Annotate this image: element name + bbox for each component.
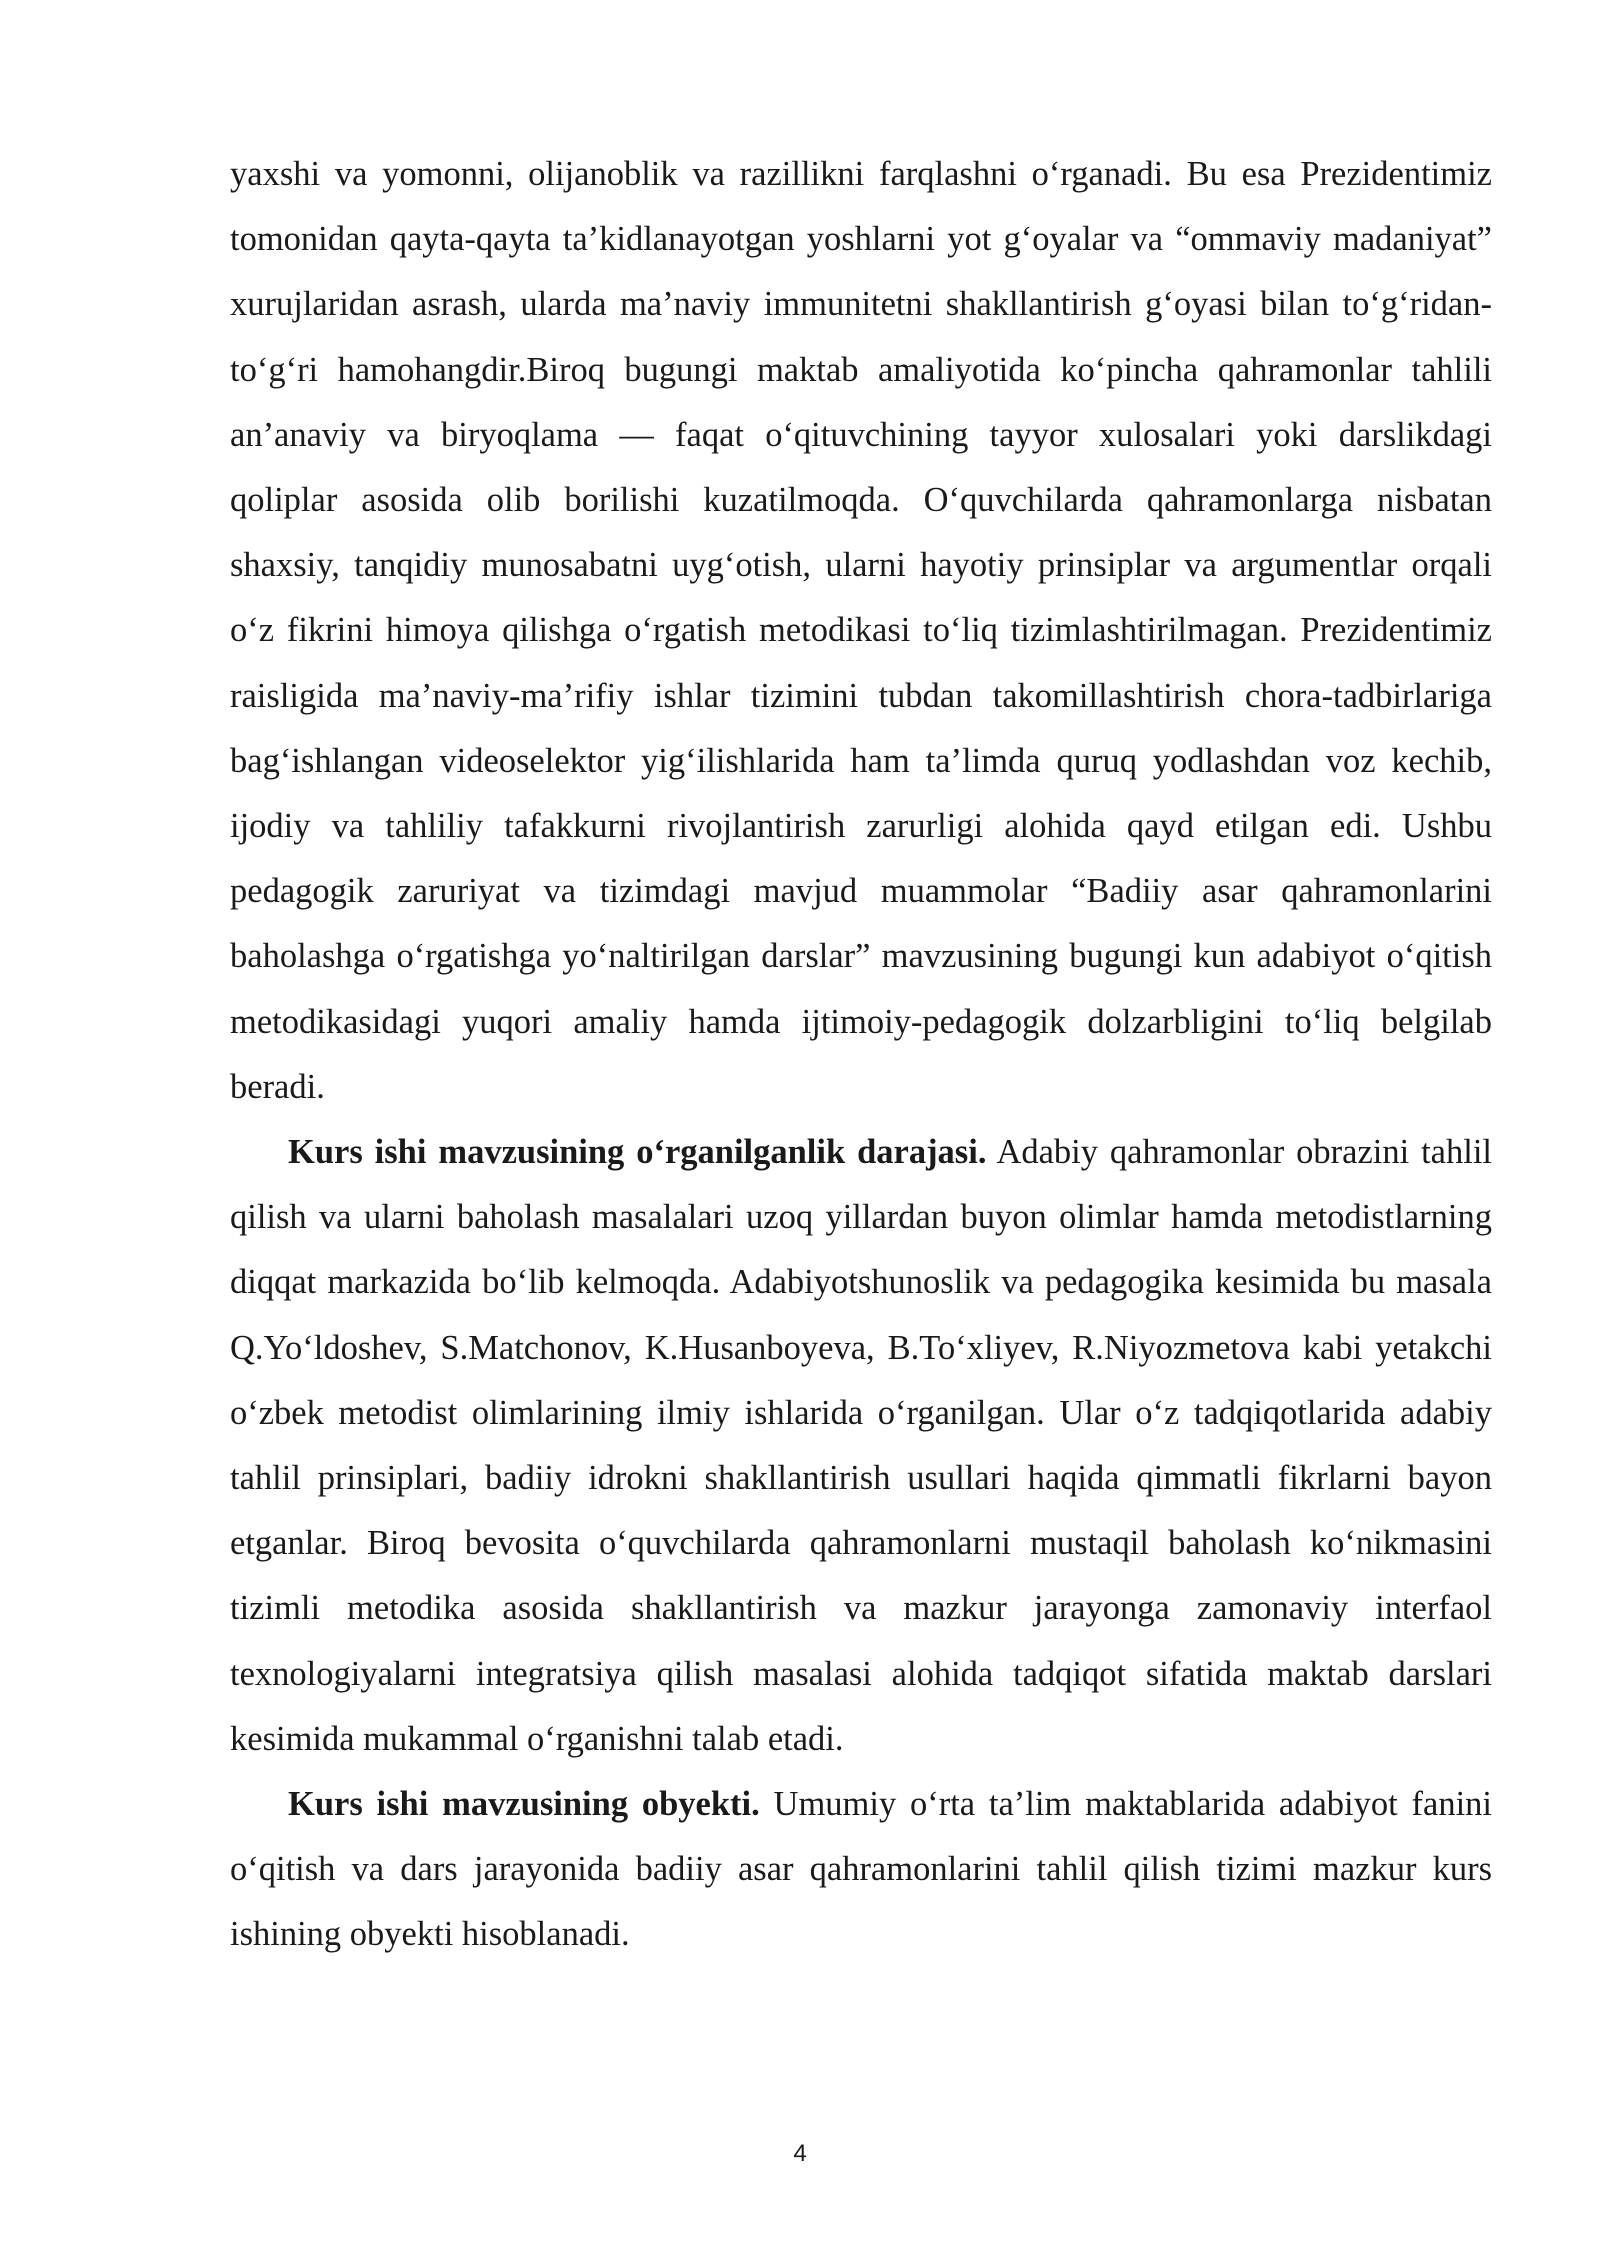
paragraph-text: yaxshi va yomonni, olijanoblik va razillikni farqlashni o‘rganadi. Bu esa Prezidentimiz tomonidan qayta-qayta ta’kidlanayotgan yoshlarni yot g‘oyalar va “ommaviy madaniyat” xurujlaridan asrash, ularda ma’naviy immunitetni shakllantirish g‘oyasi bilan to‘g‘ridan-to‘g‘ri hamohangdir.Biroq bugungi maktab amaliyotida ko‘pincha qahramonlar tahlili an’anaviy va biryoqlama — faqat o‘qituvchining tayyor xulosalari yoki darslikdagi qoliplar asosida olib borilishi kuzatilmoqda. O‘quvchilarda qahramonlarga nisbatan shaxsiy, tanqidiy munosabatni uyg‘otish, ularni hayotiy prinsiplar va argumentlar orqali o‘z fikrini himoya qilishga o‘rgatish metodikasi to‘liq tizimlashtirilmagan. Prezidentimiz raisligida ma’naviy-ma’rifiy ishlar tizimini tubdan takomillashtirish chora-tadbirlariga bag‘ishlangan videoselektor yig‘ilishlarida ham ta’limda quruq yodlashdan voz kechib, ijodiy va tahliliy tafakkurni rivojlantirish zarurligi alohida qayd etilgan edi. Ushbu pedagogik zaruriyat va tizimdagi mavjud muammolar “Badiiy asar qahramonlarini baholashga o‘rgatishga yo‘naltirilgan darslar” mavzusining bugungi kun adabiyot o‘qitish metodikasidagi yuqori amaliy hamda ijtimoiy-pedagogik dolzarbligini to‘liq belgilab beradi. bbox=[230, 155, 1492, 1106]
page-number: 4 bbox=[793, 2140, 807, 2167]
paragraph-object bbox=[230, 1772, 1492, 1968]
paragraph-heading: Kurs ishi mavzusining obyekti. bbox=[288, 1785, 760, 1824]
paragraph-text: Umumiy o‘rta ta’lim maktablarida adabiyot fanini o‘qitish va dars jarayonida badiiy asar qahramonlarini tahlil qilish tizimi mazkur kurs ishining obyekti hisoblanadi. bbox=[230, 1785, 1492, 1954]
paragraph-continuation bbox=[230, 142, 1492, 1120]
paragraph-heading: Kurs ishi mavzusining o‘rganilganlik darajasi. bbox=[288, 1133, 987, 1172]
paragraph-text: Adabiy qahramonlar obrazini tahlil qilish va ularni baholash masalalari uzoq yillardan buyon olimlar hamda metodistlarning diqqat markazida bo‘lib kelmoqda. Adabiyotshunoslik va pedagogika kesimida bu masala Q.Yo‘ldoshev, S.Matchonov, K.Husanboyeva, B.To‘xliyev, R.Niyozmetova kabi yetakchi o‘zbek metodist olimlarining ilmiy ishlarida o‘rganilgan. Ular o‘z tadqiqotlarida adabiy tahlil prinsiplari, badiiy idrokni shakllantirish usullari haqida qimmatli fikrlarni bayon etganlar. Biroq bevosita o‘quvchilarda qahramonlarni mustaqil baholash ko‘nikmasini tizimli metodika asosida shakllantirish va mazkur jarayonga zamonaviy interfaol texnologiyalarni integratsiya qilish masalasi alohida tadqiqot sifatida maktab darslari kesimida mukammal o‘rganishni talab etadi. bbox=[230, 1133, 1492, 1758]
paragraph-study-degree bbox=[230, 1120, 1492, 1772]
page-body bbox=[230, 142, 1492, 1968]
